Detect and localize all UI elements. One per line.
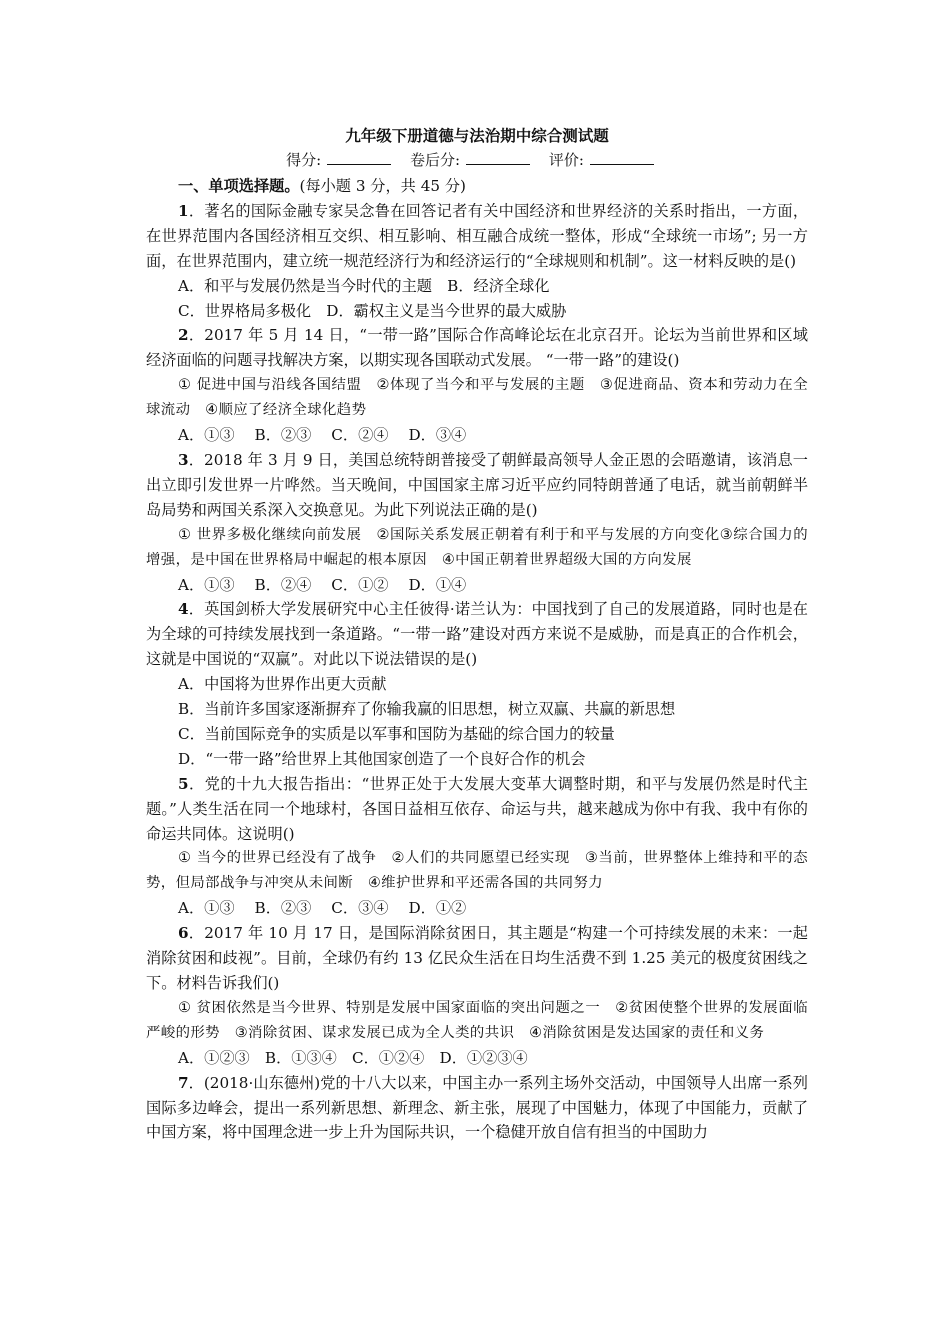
options-row: A．①②③ B．①③④ C．①②④ D．①②③④ — [178, 1048, 528, 1067]
options-row: A．和平与发展仍然是当今时代的主题 B．经济全球化 — [178, 276, 550, 295]
options-row: A．①③ B．②③ C．③④ D．①② — [178, 899, 467, 918]
question-5 — [146, 772, 808, 847]
question-number: 2 — [178, 326, 189, 345]
question-2 — [146, 323, 808, 373]
options-row: C．世界格局多极化 D．霸权主义是当今世界的最大威胁 — [178, 301, 567, 320]
question-stem: ．2018 年 3 月 9 日，美国总统特朗普接受了朝鲜最高领导人金正恩的会晤邀请，该消息一出立即引发世界一片哗然。当天晚间，中国国家主席习近平应约同特朗普通了电话，就当前朝鲜半岛局势和两国关系深入交换意见。为此下列说法正确的是() — [146, 450, 808, 519]
statements: ① 贫困依然是当今世界、特别是发展中国家面临的突出问题之一 ②贫困使整个世界的发展面临严峻的形势 ③消除贫困、谋求发展已成为全人类的共识 ④消除贫困是发达国家的责任和义务 — [146, 999, 808, 1041]
options-row: A．①③ B．②④ C．①② D．①④ — [178, 575, 467, 594]
exam-page — [146, 124, 808, 1145]
section-points: (每小题 3 分，共 45 分) — [299, 177, 466, 195]
option-b: B．当前许多国家逐渐摒弃了你输我赢的旧思想，树立双赢、共赢的新思想 — [178, 700, 676, 719]
question-1 — [146, 199, 808, 274]
paper-score-label: 卷后分: — [409, 151, 461, 169]
page-title: 九年级下册道德与法治期中综合测试题 — [345, 126, 609, 145]
statements: ① 促进中国与沿线各国结盟 ②体现了当今和平与发展的主题 ③促进商品、资本和劳动力在全球流动 ④顺应了经济全球化趋势 — [146, 377, 808, 419]
question-6 — [146, 921, 808, 996]
question-number: 7 — [178, 1073, 189, 1092]
question-stem: ．2017 年 10 月 17 日，是国际消除贫困日，其主题是“构建一个可持续发展的未来：一起消除贫困和歧视”。目前，全球仍有约 13 亿民众生活在日均生活费不到 1.25 美元的极度贫困线之下。材料告诉我们() — [146, 924, 808, 992]
evaluation-label: 评价: — [548, 151, 584, 169]
question-stem: ．著名的国际金融专家吴念鲁在回答记者有关中国经济和世界经济的关系时指出，一方面，在世界范围内各国经济相互交织、相互影响、相互融合成统一整体，形成“全球统一市场”; 另一方面，在世界范围内，建立统一规范经济行为和经济运行的“全球规则和机制”。这一材料反映的是() — [146, 201, 808, 270]
evaluation-blank[interactable] — [590, 148, 654, 165]
options-row: A．①③ B．②③ C．②④ D．③④ — [178, 426, 467, 445]
question-number: 6 — [178, 924, 189, 943]
question-stem: ．党的十九大报告指出：“世界正处于大发展大变革大调整时期，和平与发展仍然是时代主题。”人类生活在同一个地球村，各国日益相互依存、命运与共，越来越成为你中有我、我中有你的命运共同体。这说明() — [146, 774, 808, 843]
question-stem: ．(2018·山东德州)党的十八大以来，中国主办一系列主场外交活动，中国领导人出席一系列国际多边峰会，提出一系列新思想、新理念、新主张，展现了中国魅力，体现了中国能力，贡献了中国方案，将中国理念进一步上升为国际共识，一个稳健开放自信有担当的中国助力 — [146, 1073, 808, 1142]
option-d: D．“一带一路”给世界上其他国家创造了一个良好合作的机会 — [178, 749, 586, 768]
score-blank[interactable] — [327, 148, 391, 165]
section-title: 一、单项选择题。 — [178, 177, 300, 195]
option-c: C．当前国际竞争的实质是以军事和国防为基础的综合国力的较量 — [178, 724, 615, 743]
question-number: 4 — [178, 600, 189, 619]
option-a: A．中国将为世界作出更大贡献 — [178, 675, 387, 694]
question-7 — [146, 1071, 808, 1146]
question-stem: ．英国剑桥大学发展研究中心主任彼得·诺兰认为：中国找到了自己的发展道路，同时也是在为全球的可持续发展找到一条道路。“一带一路”建设对西方来说不是威胁，而是真正的合作机会，这就是中国说的“双赢”。对此以下说法错误的是() — [146, 600, 808, 669]
question-number: 1 — [178, 201, 189, 220]
paper-score-blank[interactable] — [466, 148, 530, 165]
question-3 — [146, 448, 808, 523]
section-heading — [146, 174, 808, 199]
score-line — [146, 148, 808, 172]
statements: ① 当今的世界已经没有了战争 ②人们的共同愿望已经实现 ③当前，世界整体上维持和平的态势，但局部战争与冲突从未间断 ④维护世界和平还需各国的共同努力 — [146, 850, 808, 892]
score-label: 得分: — [286, 151, 322, 169]
question-4 — [146, 597, 808, 672]
question-number: 5 — [178, 774, 189, 793]
question-stem: ．2017 年 5 月 14 日，“一带一路”国际合作高峰论坛在北京召开。论坛为当前世界和区域经济面临的问题寻找解决方案，以期实现各国联动式发展。 “一带一路”的建设() — [146, 326, 808, 370]
statements: ① 世界多极化继续向前发展 ②国际关系发展正朝着有利于和平与发展的方向变化③综合国力的增强，是中国在世界格局中崛起的根本原因 ④中国正朝着世界超级大国的方向发展 — [146, 526, 808, 568]
question-number: 3 — [178, 450, 189, 469]
